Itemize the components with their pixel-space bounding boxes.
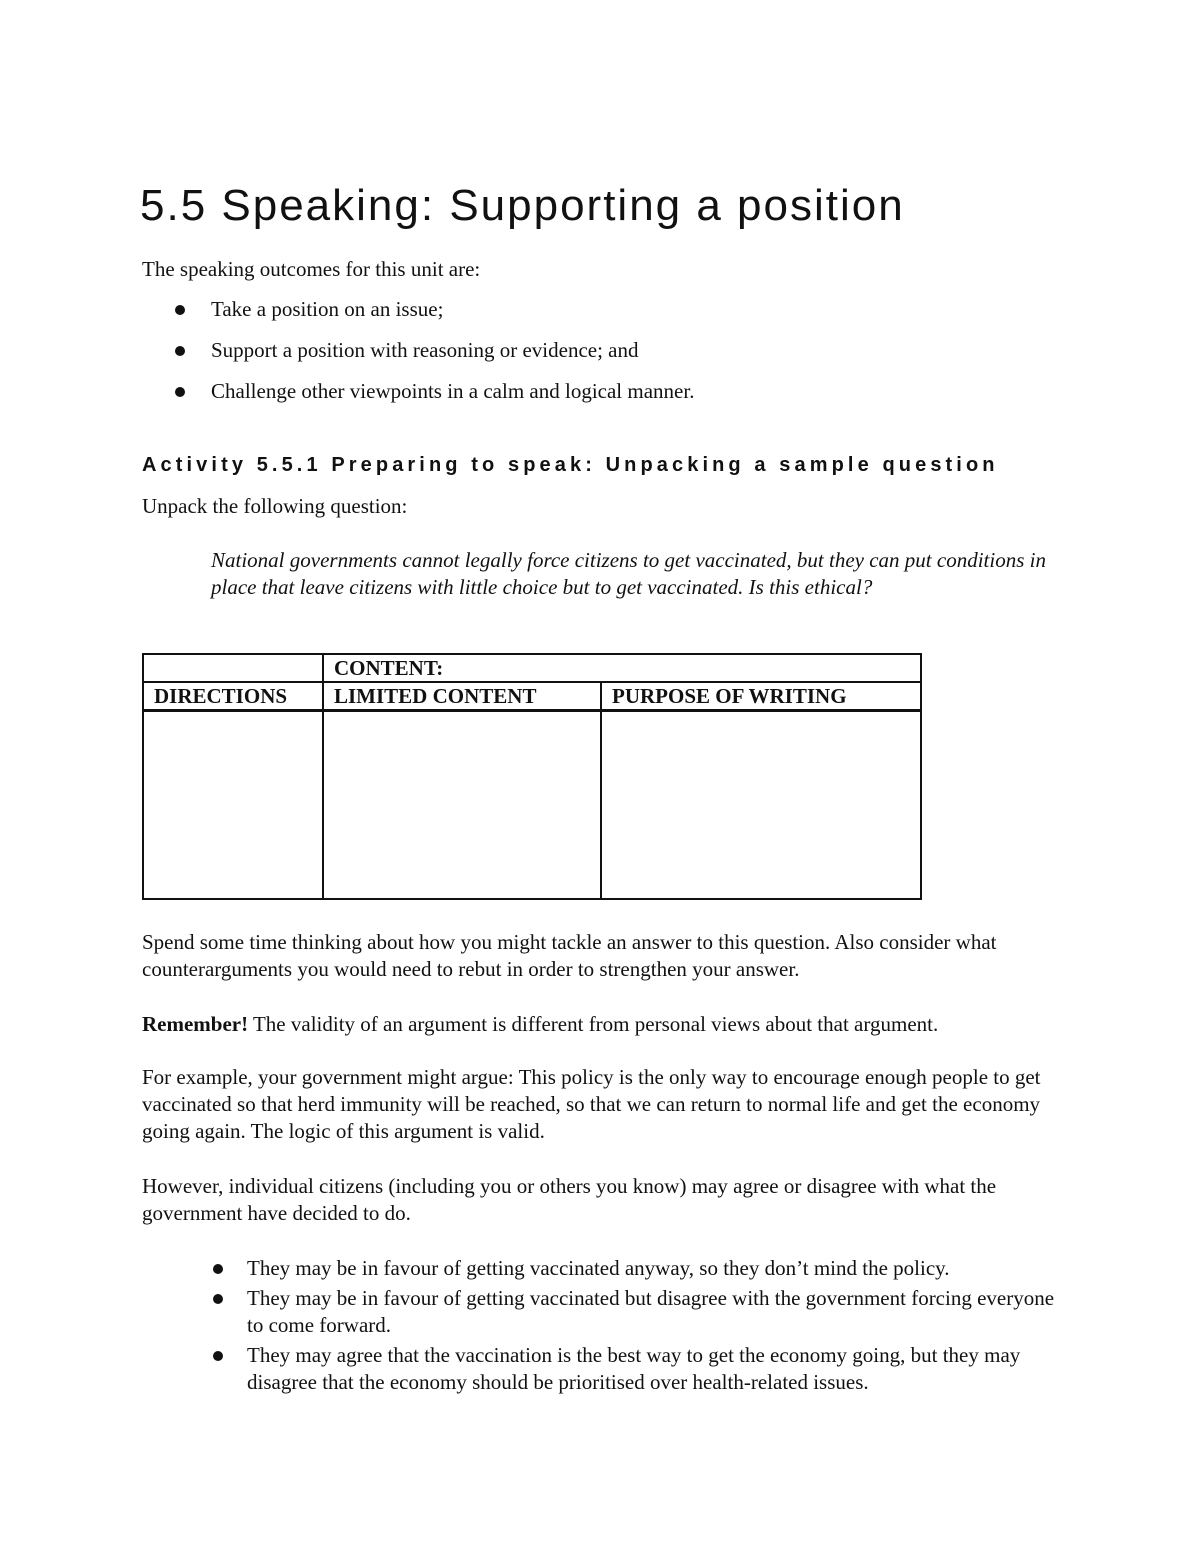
- bullet-icon: [213, 1264, 223, 1274]
- page-title: 5.5 Speaking: Supporting a position: [140, 181, 905, 230]
- however-paragraph: However, individual citizens (including you or others you know) may agree or disagree with what the government have decided to do.: [142, 1174, 997, 1225]
- remember-paragraph: [142, 1011, 938, 1038]
- limited-content-answer-cell[interactable]: [323, 711, 601, 900]
- outcomes-list: [142, 296, 694, 419]
- bullet-icon: [213, 1294, 223, 1304]
- table-cell-empty: [143, 654, 323, 682]
- purpose-answer-cell[interactable]: [601, 711, 921, 900]
- outcome-text: Take a position on an issue;: [211, 297, 444, 321]
- unpacking-table: [142, 653, 922, 900]
- bullet-icon: [213, 1351, 223, 1361]
- view-text: They may agree that the vaccination is the best way to get the economy going, but they may disagree that the economy should be prioritised over health-related issues.: [247, 1343, 1021, 1394]
- table-row: [143, 682, 921, 711]
- header-limited-content: LIMITED CONTENT: [323, 682, 601, 711]
- bullet-icon: [175, 346, 185, 356]
- bullet-icon: [175, 387, 185, 397]
- spend-paragraph: Spend some time thinking about how you might tackle an answer to this question. Also consider what counterarguments you would need to rebut in order to strengthen your answer.: [142, 930, 997, 981]
- view-text: They may be in favour of getting vaccinated but disagree with the government forcing everyone to come forward.: [247, 1286, 1055, 1337]
- bullet-icon: [175, 305, 185, 315]
- list-item: [210, 1255, 1070, 1282]
- view-text: They may be in favour of getting vaccinated anyway, so they don’t mind the policy.: [247, 1256, 950, 1280]
- list-item: [210, 1285, 1070, 1339]
- example-paragraph: For example, your government might argue: This policy is the only way to encourage enough people to get vaccinated so that herd immunity will be reached, so that we can return to normal life and get the economy going again. The logic of this argument is valid.: [142, 1065, 1041, 1143]
- activity-heading: Activity 5.5.1 Preparing to speak: Unpacking a sample question: [142, 454, 999, 476]
- list-item: [210, 1342, 1070, 1396]
- header-purpose-of-writing: PURPOSE OF WRITING: [601, 682, 921, 711]
- outcomes-intro: The speaking outcomes for this unit are:: [142, 257, 481, 281]
- outcome-text: Challenge other viewpoints in a calm and logical manner.: [211, 379, 695, 403]
- outcome-text: Support a position with reasoning or evidence; and: [211, 338, 639, 362]
- list-item: [142, 378, 694, 419]
- unpack-label: Unpack the following question:: [142, 494, 408, 518]
- header-directions: DIRECTIONS: [143, 682, 323, 711]
- table-row: [143, 654, 921, 682]
- remember-label: Remember!: [142, 1012, 249, 1036]
- content-label: CONTENT:: [323, 654, 921, 682]
- table-row: [143, 711, 921, 900]
- directions-answer-cell[interactable]: [143, 711, 323, 900]
- sample-question: National governments cannot legally force citizens to get vaccinated, but they can put conditions in place that leave citizens with little choice but to get vaccinated. Is this ethical?: [211, 548, 1046, 599]
- list-item: [142, 337, 694, 378]
- list-item: [142, 296, 694, 337]
- views-list: [210, 1255, 1070, 1399]
- remember-text: The validity of an argument is different from personal views about that argument.: [248, 1012, 939, 1036]
